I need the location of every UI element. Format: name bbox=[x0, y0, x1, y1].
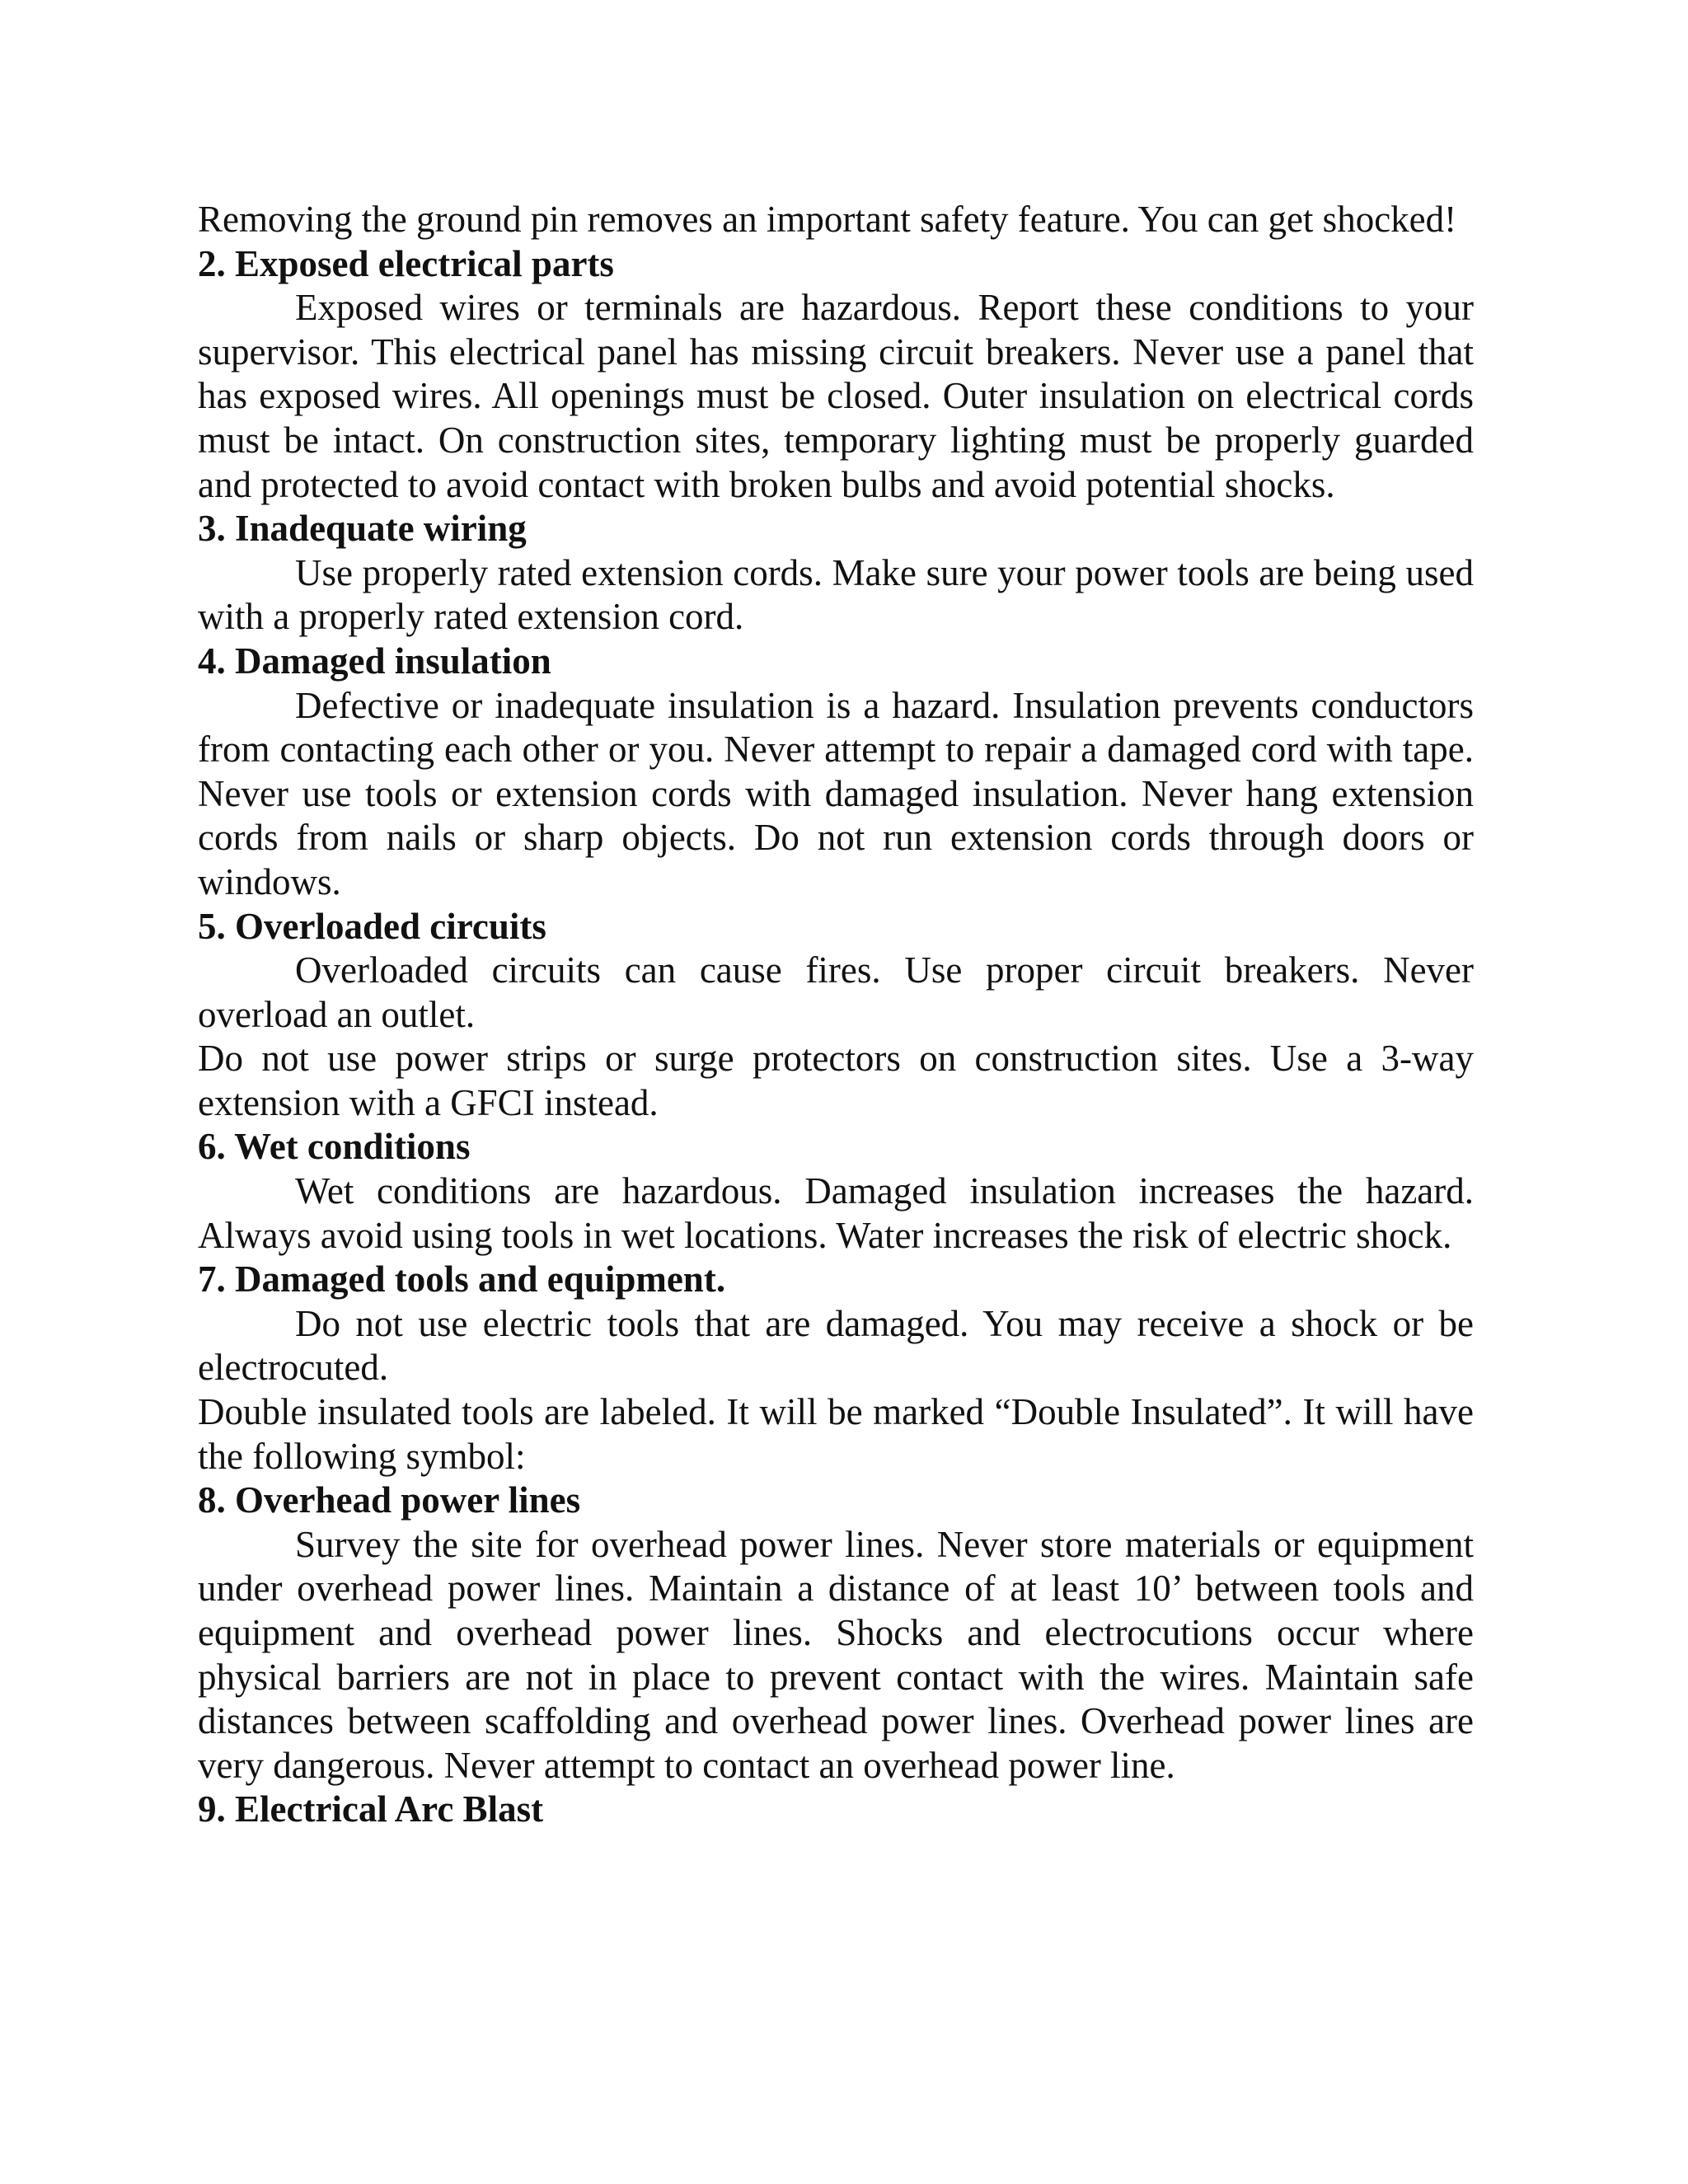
section-inadequate-wiring bbox=[198, 507, 1474, 640]
section-paragraph: Defective or inadequate insulation is a hazard. Insulation prevents conductors from contacting each other or you. Never attempt to repair a damaged cord with tape. Never use tools or extension cords with damaged insulation. Never hang extension cords from nails or sharp objects. Do not run extension cords through doors or windows. bbox=[198, 684, 1474, 902]
intro-paragraph: Removing the ground pin removes an important safety feature. You can get shocked! bbox=[198, 199, 1457, 240]
section-heading: 6. Wet conditions bbox=[198, 1126, 471, 1168]
section-heading: 4. Damaged insulation bbox=[198, 640, 551, 682]
section-heading: 5. Overloaded circuits bbox=[198, 905, 546, 947]
section-exposed-electrical-parts bbox=[198, 242, 1474, 508]
section-paragraph: Do not use electric tools that are damaged. You may receive a shock or be electrocuted. bbox=[198, 1302, 1474, 1389]
section-heading: 8. Overhead power lines bbox=[198, 1479, 581, 1521]
section-damaged-tools bbox=[198, 1258, 1474, 1479]
section-overloaded-circuits bbox=[198, 905, 1474, 1126]
section-paragraph: Overloaded circuits can cause fires. Use proper circuit breakers. Never overload an outlet. bbox=[198, 949, 1474, 1035]
section-heading: 2. Exposed electrical parts bbox=[198, 242, 614, 284]
section-paragraph: Double insulated tools are labeled. It will be marked “Double Insulated”. It will have the following symbol: bbox=[198, 1391, 1474, 1477]
section-electrical-arc-blast bbox=[198, 1788, 1474, 1832]
section-heading: 3. Inadequate wiring bbox=[198, 508, 527, 550]
section-overhead-power-lines bbox=[198, 1479, 1474, 1788]
section-damaged-insulation bbox=[198, 640, 1474, 905]
section-paragraph: Do not use power strips or surge protectors on construction sites. Use a 3-way extension with a GFCI instead. bbox=[198, 1038, 1474, 1123]
section-wet-conditions bbox=[198, 1125, 1474, 1258]
section-paragraph: Use properly rated extension cords. Make sure your power tools are being used with a properly rated extension cord. bbox=[198, 551, 1474, 638]
section-heading: 7. Damaged tools and equipment. bbox=[198, 1258, 726, 1301]
section-heading: 9. Electrical Arc Blast bbox=[198, 1788, 544, 1830]
document-page bbox=[198, 198, 1474, 1832]
section-paragraph: Survey the site for overhead power lines. Never store materials or equipment under overhead power lines. Maintain a distance of at least 10’ between tools and equipment and overhead power lines. Shocks and electrocutions occur where physical barriers are not in place to prevent contact with the wires. Maintain safe distances between scaffolding and overhead power lines. Overhead power lines are very dangerous. Never attempt to contact an overhead power line. bbox=[198, 1523, 1474, 1786]
section-paragraph: Wet conditions are hazardous. Damaged insulation increases the hazard. Always avoid using tools in wet locations. Water increases the risk of electric shock. bbox=[198, 1170, 1474, 1256]
section-paragraph: Exposed wires or terminals are hazardous. Report these conditions to your supervisor. This electrical panel has missing circuit breakers. Never use a panel that has exposed wires. All openings must be closed. Outer insulation on electrical cords must be intact. On construction sites, temporary lighting must be properly guarded and protected to avoid contact with broken bulbs and avoid potential shocks. bbox=[198, 287, 1474, 505]
